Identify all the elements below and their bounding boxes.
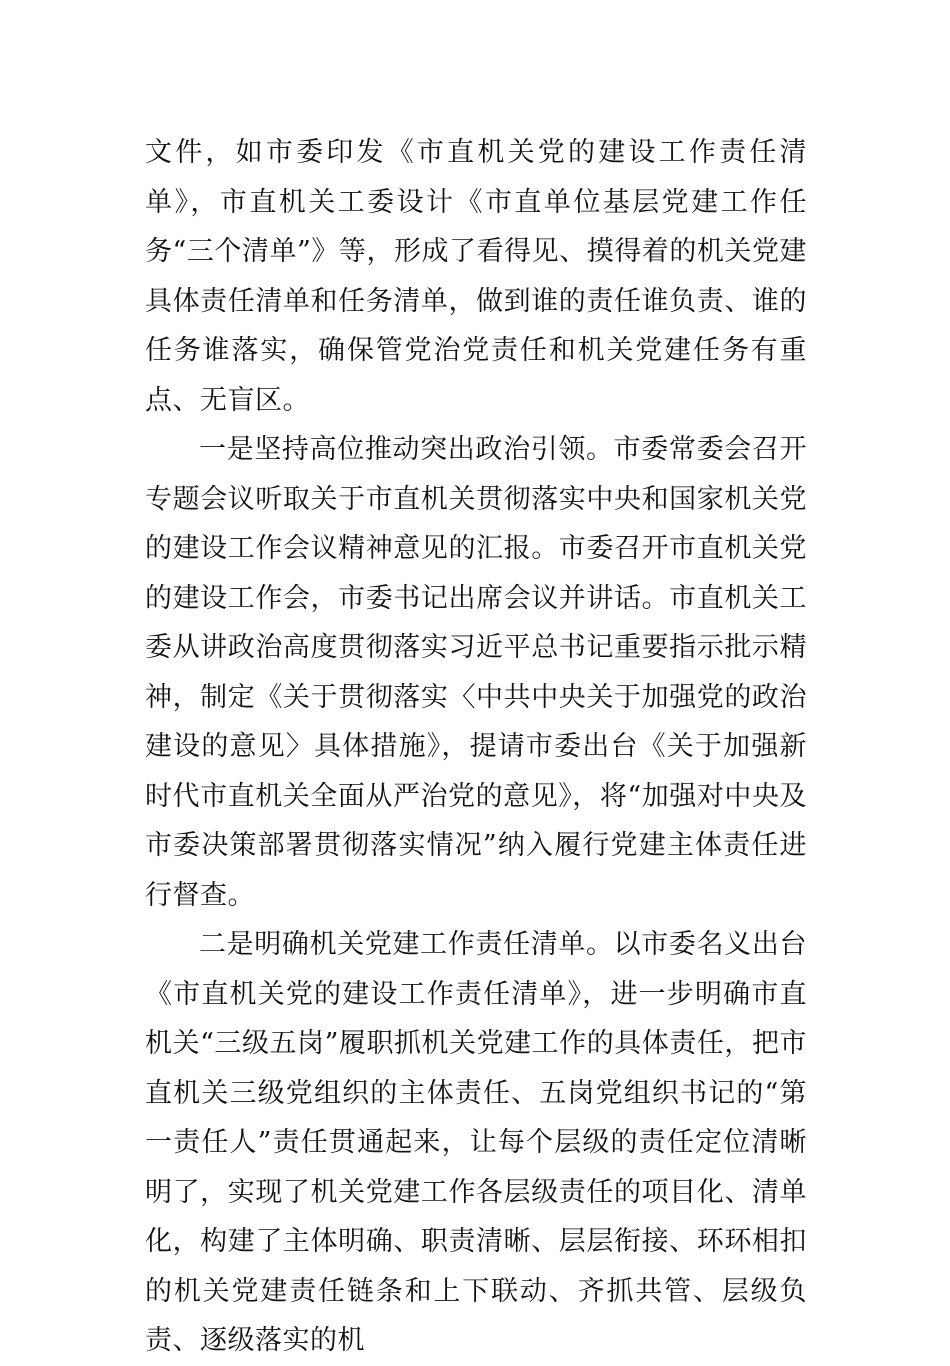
paragraph-political-leadership: 一是坚持高位推动突出政治引领。市委常委会召开专题会议听取关于市直机关贯彻落实中央和国家机关党的建设工作会议精神意见的汇报。市委召开市直机关党的建设工作会，市委书记出席会议并讲话。市直机关工委从讲政治高度贯彻落实习近平总书记重要指示批示精神，制定《关于贯彻落实〈中共中央关于加强党的政治建设的意见〉具体措施》，提请市委出台《关于加强新时代市直机关全面从严治党的意见》，将“加强对中央及市委决策部署贯彻落实情况”纳入履行党建主体责任进行督查。 — [145, 434, 807, 911]
paragraph-continuation: 文件，如市委印发《市直机关党的建设工作责任清单》，市直机关工委设计《市直单位基层党建工作任务“三个清单”》等，形成了看得见、摸得着的机关党建具体责任清单和任务清单，做到谁的责任谁负责、谁的任务谁落实，确保管党治党责任和机关党建任务有重点、无盲区。 — [145, 137, 807, 416]
paragraph-responsibility-list: 二是明确机关党建工作责任清单。以市委名义出台《市直机关党的建设工作责任清单》，进一步明确市直机关“三级五岗”履职抓机关党建工作的具体责任，把市直机关三级党组织的主体责任、五岗党组织书记的“第一责任人”责任贯通起来，让每个层级的责任定位清晰明了，实现了机关党建工作各层级责任的项目化、清单化，构建了主体明确、职责清晰、层层衔接、环环相扣的机关党建责任链条和上下联动、齐抓共管、层级负责、逐级落实的机 — [145, 929, 807, 1356]
body-text — [145, 128, 807, 1366]
